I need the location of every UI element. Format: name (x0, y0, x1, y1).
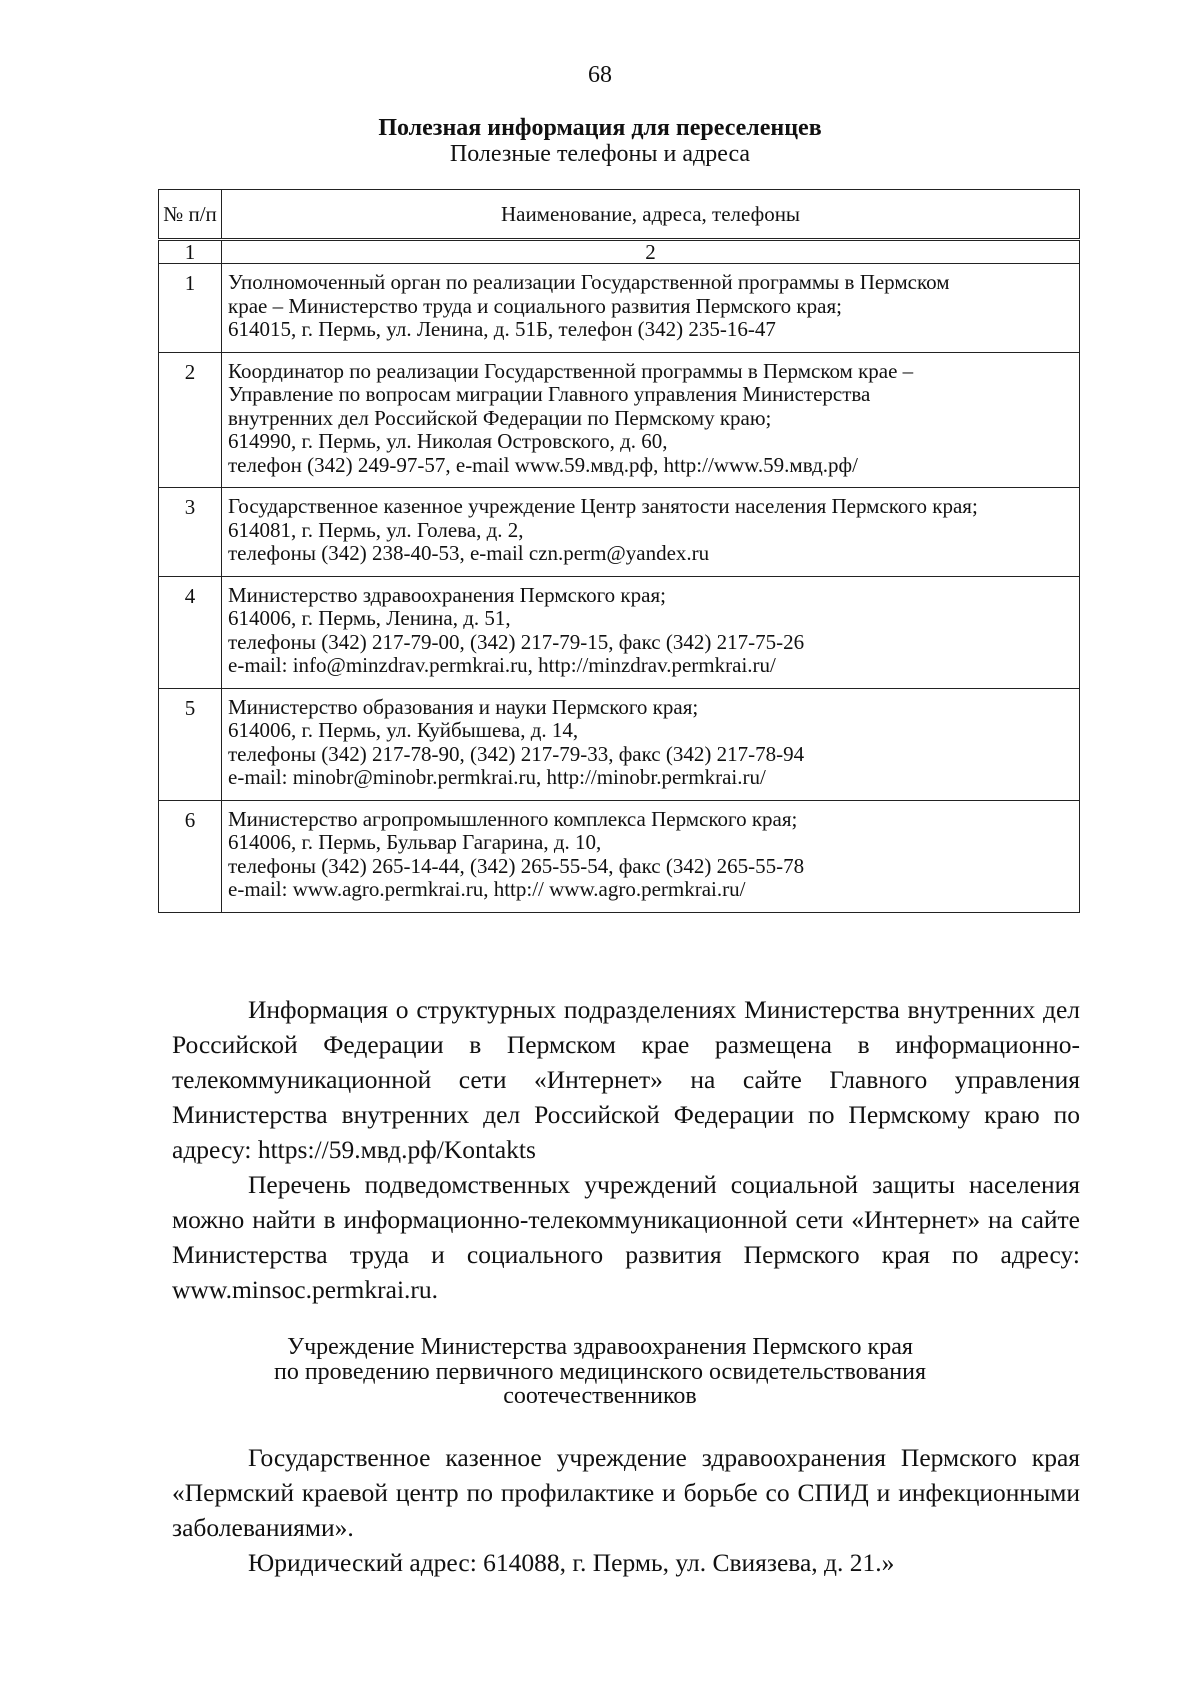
row-line: телефоны (342) 217-79-00, (342) 217-79-15, факс (342) 217-75-26 (228, 629, 805, 654)
row-number: 3 (159, 488, 222, 577)
row-line: 614990, г. Пермь, ул. Николая Островского, д. 60, (228, 429, 668, 453)
row-line: Государственное казенное учреждение Центр занятости населения Пермского края; (228, 494, 978, 518)
section-heading-line: по проведению первичного медицинского освидетельствования (273, 1358, 927, 1385)
table-row (159, 352, 1080, 488)
row-line: телефон (342) 249-97-57, e-mail www.59.мвд.рф, http://www.59.мвд.рф/ (228, 452, 858, 477)
table-row (159, 800, 1080, 912)
page-title: Полезная информация для переселенцев (378, 115, 822, 141)
contacts-table (158, 189, 1080, 913)
row-description (222, 488, 1080, 577)
row-line: Министерство агропромышленного комплекса Пермского края; (228, 806, 798, 831)
section-heading-line: соотечественников (503, 1383, 697, 1409)
row-description (222, 352, 1080, 488)
row-number: 4 (159, 576, 222, 688)
row-line: телефоны (342) 265-14-44, (342) 265-55-54, факс (342) 265-55-78 (228, 853, 805, 878)
row-description (222, 800, 1080, 912)
row-line: e-mail: info@minzdrav.permkrai.ru, http://minzdrav.permkrai.ru/ (228, 653, 776, 677)
row-line: 614006, г. Пермь, Ленина, д. 51, (228, 606, 511, 630)
row-number: 5 (159, 688, 222, 800)
row-description (222, 264, 1080, 353)
table-header-row (159, 190, 1080, 240)
row-line: Министерство образования и науки Пермского края; (228, 694, 699, 719)
info-text-block (172, 992, 1080, 1307)
row-line: Министерство здравоохранения Пермского края; (228, 582, 666, 607)
row-line: 614006, г. Пермь, Бульвар Гагарина, д. 10, (228, 830, 602, 854)
header-number: № п/п (159, 190, 222, 240)
table-row (159, 264, 1080, 353)
row-line: крае – Министерство труда и социального развития Пермского края; (228, 293, 842, 318)
column-index-row (159, 240, 1080, 264)
section-heading-line: Учреждение Министерства здравоохранения Пермского края (287, 1334, 913, 1360)
table-row (159, 488, 1080, 577)
row-line: Уполномоченный орган по реализации Государственной программы в Пермском (228, 270, 950, 294)
row-description (222, 688, 1080, 800)
row-line: телефоны (342) 217-78-90, (342) 217-79-33, факс (342) 217-78-94 (228, 741, 805, 766)
row-line: Управление по вопросам миграции Главного управления Министерства (228, 382, 871, 406)
paragraph: Перечень подведомственных учреждений социальной защиты населения можно найти в информационно-телекоммуникационной сети «Интернет» на сайте Министерства труда и социального развития Пермского края по адресу: www.minsoc.permkrai.ru. (172, 1170, 1080, 1304)
header-name: Наименование, адреса, телефоны (222, 190, 1080, 240)
column-index-2: 2 (222, 240, 1080, 264)
table-row (159, 688, 1080, 800)
column-index-1: 1 (159, 240, 222, 264)
row-line: внутренних дел Российской Федерации по Пермскому краю; (228, 405, 772, 430)
table-body (159, 240, 1080, 913)
row-line: 614081, г. Пермь, ул. Голева, д. 2, (228, 517, 524, 542)
row-number: 1 (159, 264, 222, 353)
paragraph: Юридический адрес: 614088, г. Пермь, ул. Свиязева, д. 21.» (248, 1548, 895, 1577)
row-number: 2 (159, 352, 222, 488)
paragraph: Информация о структурных подразделениях Министерства внутренних дел Российской Федерации в Пермском крае размещена в информационно-телекоммуникационной сети «Интернет» на сайте Главного управления Министерства внутренних дел Российской Федерации по Пермскому краю по адресу: https://59.мвд.рф/Kontakts (172, 995, 1080, 1164)
page-number: 68 (588, 62, 612, 88)
paragraph: Государственное казенное учреждение здравоохранения Пермского края «Пермский краевой центр по профилактике и борьбе со СПИД и инфекционными заболеваниями». (172, 1443, 1080, 1542)
section-heading (0, 1335, 1200, 1409)
institution-text-block (172, 1440, 1080, 1580)
row-line: e-mail: www.agro.permkrai.ru, http:// www.agro.permkrai.ru/ (228, 877, 746, 901)
row-line: 614015, г. Пермь, ул. Ленина, д. 51Б, телефон (342) 235-16-47 (228, 317, 776, 341)
row-line: e-mail: minobr@minobr.permkrai.ru, http://minobr.permkrai.ru/ (228, 765, 766, 789)
row-line: 614006, г. Пермь, ул. Куйбышева, д. 14, (228, 718, 579, 742)
table-row (159, 576, 1080, 688)
row-line: Координатор по реализации Государственной программы в Пермском крае – (228, 358, 914, 383)
page-subtitle: Полезные телефоны и адреса (449, 141, 751, 167)
row-description (222, 576, 1080, 688)
row-line: телефоны (342) 238-40-53, e-mail czn.perm@yandex.ru (228, 541, 710, 565)
row-number: 6 (159, 800, 222, 912)
